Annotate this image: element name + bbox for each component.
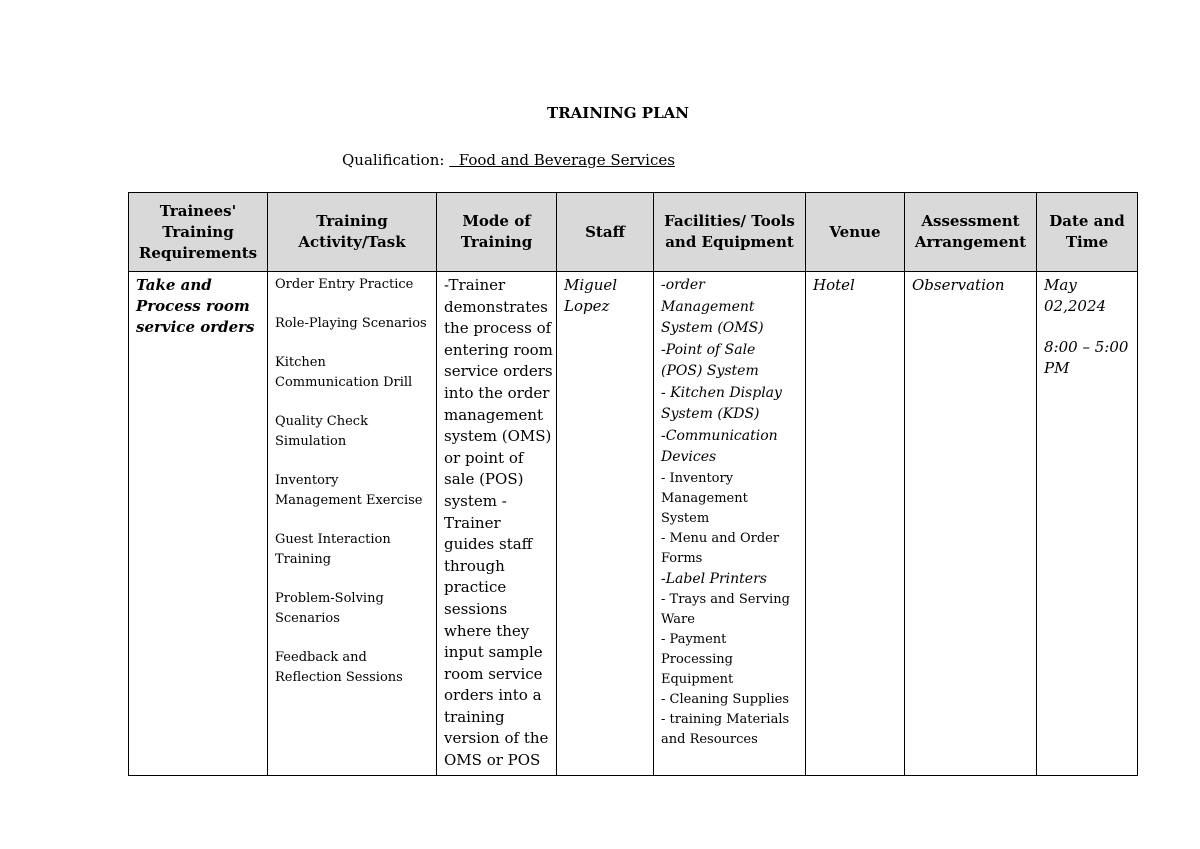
header-venue: Venue: [806, 193, 905, 272]
table-header-row: [129, 193, 1138, 272]
activity-item: Guest Interaction Training: [275, 532, 391, 567]
table-row: [129, 272, 1138, 776]
facility-item: - training Materials and Resources: [661, 712, 790, 747]
activity-item: Problem-Solving Scenarios: [275, 591, 384, 626]
facility-item: - Payment Processing Equipment: [661, 632, 734, 687]
date-time-cell: [1037, 272, 1138, 776]
facility-item: - Menu and Order Forms: [661, 530, 780, 566]
qualification-value: Food and Beverage Services: [449, 151, 675, 169]
header-assessment: Assessment Arrangement: [905, 193, 1037, 272]
staff-cell: Miguel Lopez: [557, 272, 654, 776]
header-activity: Training Activity/Task: [268, 193, 437, 272]
facilities-cell: [654, 272, 806, 776]
facility-item: -order Management System (OMS): [661, 277, 764, 336]
header-facilities: Facilities/ Tools and Equipment: [654, 193, 806, 272]
activity-item: Feedback and Reflection Sessions: [275, 650, 403, 685]
date-text: May 02,2024: [1044, 276, 1107, 315]
facility-item: - Trays and Serving Ware: [661, 592, 790, 627]
training-plan-table: [128, 192, 1138, 776]
assessment-cell: Observation: [905, 272, 1037, 776]
activity-item: Role-Playing Scenarios: [275, 316, 427, 331]
facility-item: - Cleaning Supplies: [661, 692, 790, 707]
time-text: 8:00 – 5:00 PM: [1044, 338, 1129, 377]
mode-cell: -Trainer demonstrates the process of entering room service orders into the order management system (OMS) or point of sale (POS) system -Trainer guides staff through practice sessions where they input sample room service orders into a training version of the OMS or POS: [437, 272, 557, 776]
header-mode: Mode of Training: [437, 193, 557, 272]
facility-item: - Kitchen Display System (KDS): [661, 384, 782, 422]
activity-item: Order Entry Practice: [275, 277, 414, 292]
header-date-time: Date and Time: [1037, 193, 1138, 272]
requirement-cell: Take and Process room service orders: [129, 272, 268, 776]
header-staff: Staff: [557, 193, 654, 272]
facility-item: -Label Printers: [661, 570, 767, 587]
activity-item: Quality Check Simulation: [275, 414, 368, 449]
page-title: TRAINING PLAN: [547, 104, 689, 122]
qualification-line: [342, 151, 675, 169]
facility-item: -Point of Sale (POS) System: [661, 341, 759, 379]
facility-item: - Inventory Management System: [661, 470, 748, 526]
activity-item: Kitchen Communication Drill: [275, 355, 413, 390]
venue-cell: Hotel: [806, 272, 905, 776]
header-requirements: Trainees' Training Requirements: [129, 193, 268, 272]
activity-item: Inventory Management Exercise: [275, 473, 423, 508]
facility-item: -Communication Devices: [661, 427, 778, 465]
qualification-label: Qualification:: [342, 151, 445, 169]
activity-cell: [268, 272, 437, 776]
